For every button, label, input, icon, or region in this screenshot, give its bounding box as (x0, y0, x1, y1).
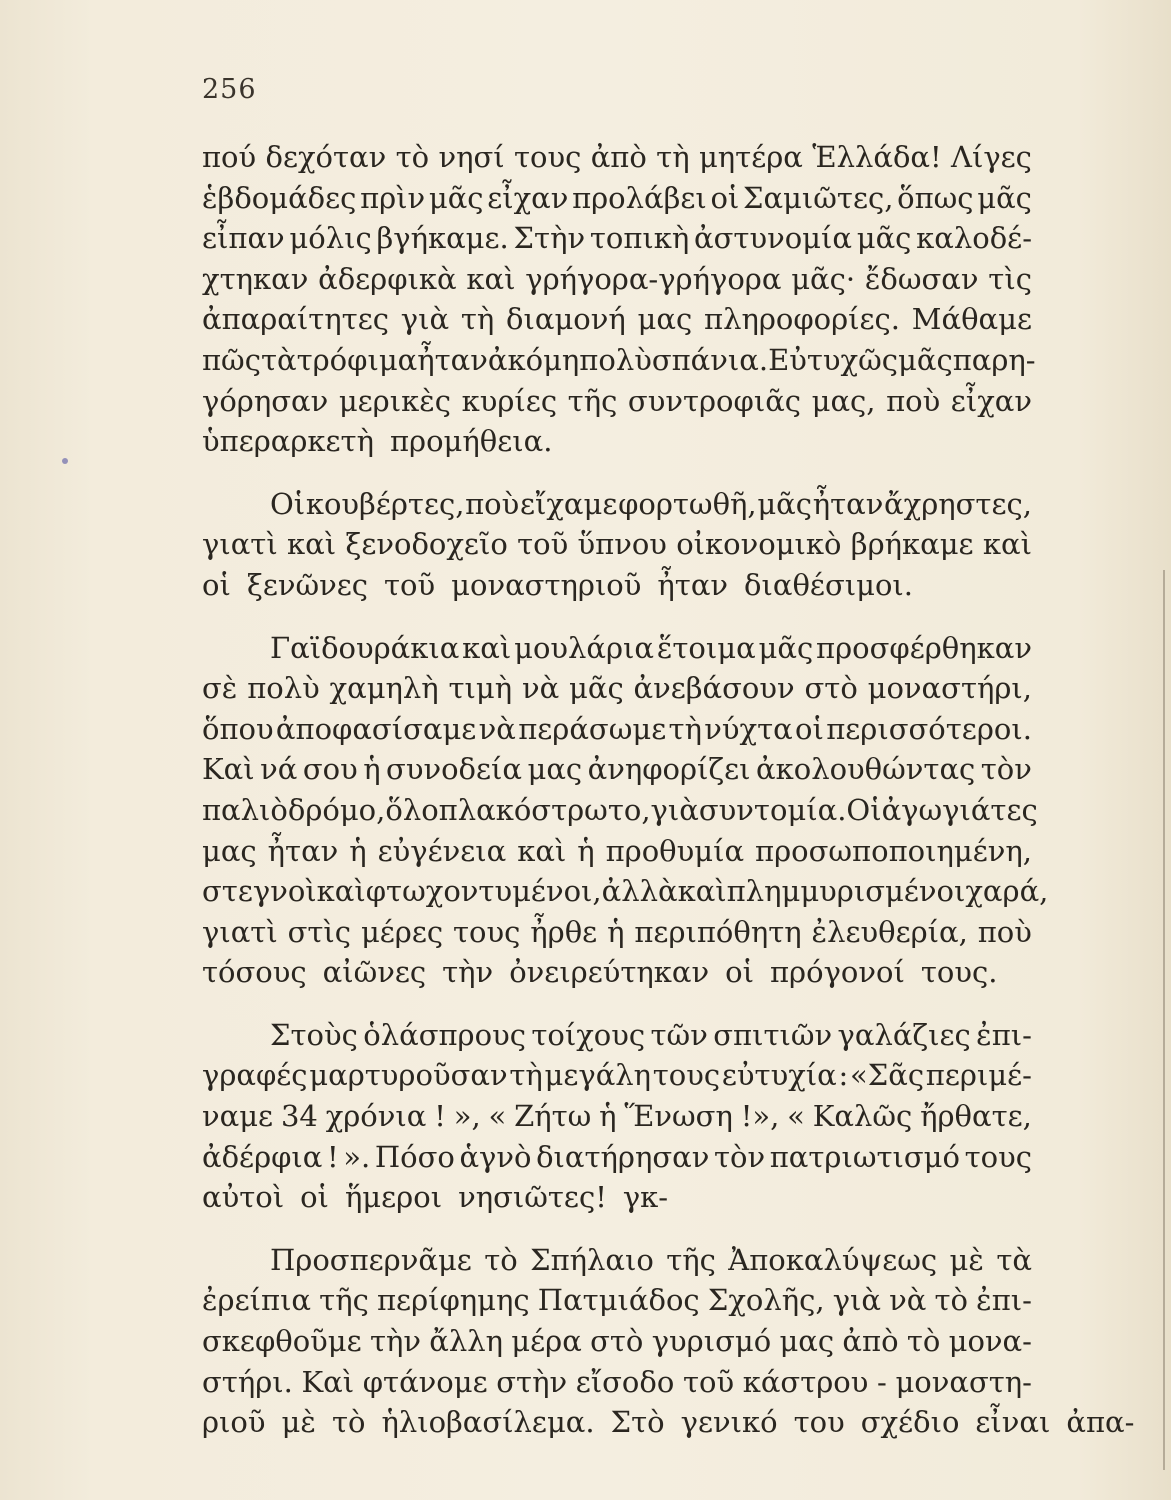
text-line: γιατὶ στὶς μέρες τους ἦρθε ἡ περιπόθητη ἐλευθερία, ποὺ (202, 914, 1032, 949)
text-line: στήρι. Καὶ φτάνομε στὴν εἴσοδο τοῦ κάστρου - μοναστη- (202, 1364, 1032, 1399)
text-line: γιατὶ καὶ ξενοδοχεῖο τοῦ ὕπνου οἰκονομικὸ βρήκαμε καὶ (202, 527, 1032, 562)
page-edge-shadow (1163, 570, 1165, 1470)
paragraph-gap (202, 609, 1032, 631)
paragraph-gap (202, 465, 1032, 487)
text-line: γόρησαν μερικὲς κυρίες τῆς συντροφιᾶς μας, ποὺ εἶχαν (202, 383, 1032, 418)
text-line: τόσους αἰῶνες τὴν ὀνειρεύτηκαν οἱ πρόγονοί τους. (202, 955, 998, 990)
text-line: οἱ ξενῶνες τοῦ μοναστηριοῦ ἦταν διαθέσιμοι. (202, 567, 914, 602)
paragraph-gap (202, 996, 1032, 1018)
paragraph-gap (202, 1221, 1032, 1243)
page-number: 256 (202, 74, 257, 105)
text-line: στεγνοὶ καὶ φτωχοντυμένοι, ἀλλὰ καὶ πλημμυρισμένοι χαρά, (202, 874, 1049, 909)
text-line: πῶς τὰ τρόφιμα ἦταν ἀκόμη πολὺ σπάνια. Εὐτυχῶς μᾶς παρη- (202, 342, 1036, 377)
text-line: ἐρείπια τῆς περίφημης Πατμιάδος Σχολῆς, γιὰ νὰ τὸ ἐπι- (202, 1283, 1032, 1318)
text-line: ὅπου ἀποφασίσαμε νὰ περάσωμε τὴ νύχτα οἱ περισσότεροι. (202, 711, 1032, 746)
text-line: παλιὸ δρόμο, ὅλο πλακόστρωτο, γιὰ συντομία. Οἱ ἀγωγιάτες (202, 792, 1038, 827)
text-line: Γαϊδουράκια καὶ μουλάρια ἕτοιμα μᾶς προσφέρθηκαν (270, 630, 1032, 665)
text-line: ἀπαραίτητες γιὰ τὴ διαμονή μας πληροφορίες. Μάθαμε (202, 302, 1032, 337)
text-line: Καὶ νά σου ἡ συνοδεία μας ἀνηφορίζει ἀκολουθώντας τὸν (202, 752, 1032, 787)
text-line: ναμε 34 χρόνια ! », « Ζήτω ἡ Ἕνωση !», « Καλῶς ἤρθατε, (202, 1099, 1032, 1134)
text-line: σκεφθοῦμε τὴν ἄλλη μέρα στὸ γυρισμό μας ἀπὸ τὸ μονα- (202, 1324, 1032, 1359)
text-line: σὲ πολὺ χαμηλὴ τιμὴ νὰ μᾶς ἀνεβάσουν στὸ μοναστήρι, (202, 671, 1032, 706)
text-line: ἀδέρφια ! ». Πόσο ἁγνὸ διατήρησαν τὸν πατριωτισμό τους (202, 1139, 1032, 1174)
text-line: μας ἦταν ἡ εὐγένεια καὶ ἡ προθυμία προσωποποιημένη, (202, 833, 1032, 868)
text-line: Προσπερνᾶμε τὸ Σπήλαιο τῆς Ἀποκαλύψεως μὲ τὰ (270, 1242, 1032, 1277)
text-line: Οἱ κουβέρτες, ποὺ εἴχαμε φορτωθῆ, μᾶς ἦταν ἄχρηστες, (270, 486, 1032, 521)
text-line: ἑβδομάδες πρὶν μᾶς εἶχαν προλάβει οἱ Σαμιῶτες, ὅπως μᾶς (202, 180, 1032, 215)
ink-dot (62, 458, 68, 464)
text-line: πού δεχόταν τὸ νησί τους ἀπὸ τὴ μητέρα Ἑλλάδα! Λίγες (202, 140, 1032, 174)
text-line: αὐτοὶ οἱ ἥμεροι νησιῶτες! γκ- (202, 1180, 669, 1215)
text-line: ριοῦ μὲ τὸ ἡλιοβασίλεμα. Στὸ γενικό του σχέδιο εἶναι ἀπα- (202, 1405, 1135, 1440)
text-line: ὑπεραρκετὴ προμήθεια. (202, 424, 553, 459)
body-text (202, 140, 1135, 1446)
text-line: γραφές μαρτυροῦσαν τὴ μεγάλη τους εὐτυχία : «Σᾶς περιμέ- (202, 1058, 1032, 1093)
text-line: χτηκαν ἀδερφικὰ καὶ γρήγορα-γρήγορα μᾶς· ἔδωσαν τὶς (202, 261, 1032, 296)
text-line: Στοὺς ὁλάσπρους τοίχους τῶν σπιτιῶν γαλάζιες ἐπι- (270, 1017, 1032, 1052)
text-line: εἶπαν μόλις βγήκαμε. Στὴν τοπικὴ ἀστυνομία μᾶς καλοδέ- (202, 221, 1032, 256)
